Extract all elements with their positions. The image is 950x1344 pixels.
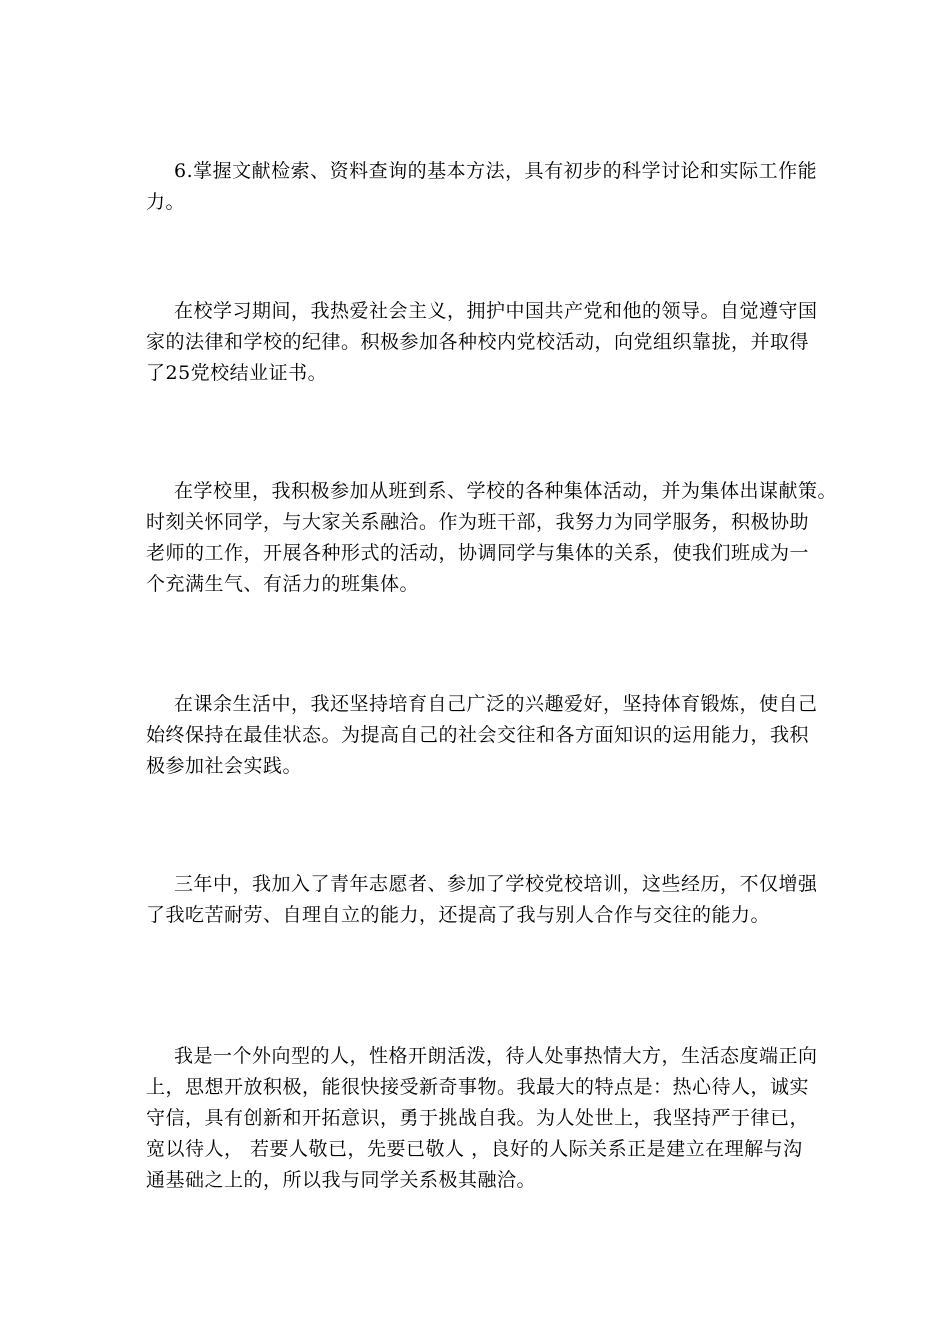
paragraph-line: 通基础之上的，所以我与同学关系极其融洽。: [146, 1169, 537, 1191]
paragraph-line: 三年中，我加入了青年志愿者、参加了学校党校培训，这些经历，不仅增强: [174, 873, 818, 895]
paragraph-line: 在课余生活中，我还坚持培育自己广泛的兴趣爱好，坚持体育锻炼，使自己: [174, 693, 818, 715]
paragraph-line: 守信，具有创新和开拓意识，勇于挑战自我。为人处世上，我坚持严于律已，: [146, 1107, 810, 1129]
paragraph-3: [146, 476, 838, 600]
paragraph-line: 极参加社会实践。: [146, 755, 303, 777]
paragraph-line: 我是一个外向型的人，性格开朗活泼，待人处事热情大方，生活态度端正向: [174, 1045, 818, 1067]
paragraph-line: 老师的工作，开展各种形式的活动，协调同学与集体的关系，使我们班成为一: [146, 542, 810, 564]
paragraph-5: [146, 869, 826, 931]
paragraph-line: 在学校里，我积极参加从班到系、学校的各种集体活动，并为集体出谋献策。: [174, 480, 838, 502]
paragraph-1: [146, 156, 826, 218]
paragraph-line: 力。: [146, 191, 186, 213]
paragraph-line: 在校学习期间，我热爱社会主义，拥护中国共产党和他的领导。自觉遵守国: [174, 300, 818, 322]
paragraph-line: 上，思想开放积极，能很快接受新奇事物。我最大的特点是：热心待人，诚实: [146, 1076, 810, 1098]
paragraph-line: 了25党校结业证书。: [146, 362, 328, 384]
paragraph-line: 个充满生气、有活力的班集体。: [146, 573, 420, 595]
paragraph-line: 家的法律和学校的纪律。积极参加各种校内党校活动，向党组织靠拢，并取得: [146, 331, 810, 353]
paragraph-line: 6.掌握文献检索、资料查询的基本方法，具有初步的科学讨论和实际工作能: [174, 160, 818, 182]
paragraph-line: 宽以待人， 若要人敬已，先要已敬人 ，良好的人际关系正是建立在理解与沟: [146, 1138, 803, 1160]
paragraph-line: 了我吃苦耐劳、自理自立的能力，还提高了我与别人合作与交往的能力。: [146, 904, 771, 926]
paragraph-6: [146, 1041, 826, 1196]
paragraph-2: [146, 296, 826, 389]
paragraph-line: 时刻关怀同学，与大家关系融洽。作为班干部，我努力为同学服务，积极协助: [146, 511, 810, 533]
paragraph-4: [146, 689, 826, 782]
paragraph-line: 始终保持在最佳状态。为提高自己的社会交往和各方面知识的运用能力，我积: [146, 724, 810, 746]
